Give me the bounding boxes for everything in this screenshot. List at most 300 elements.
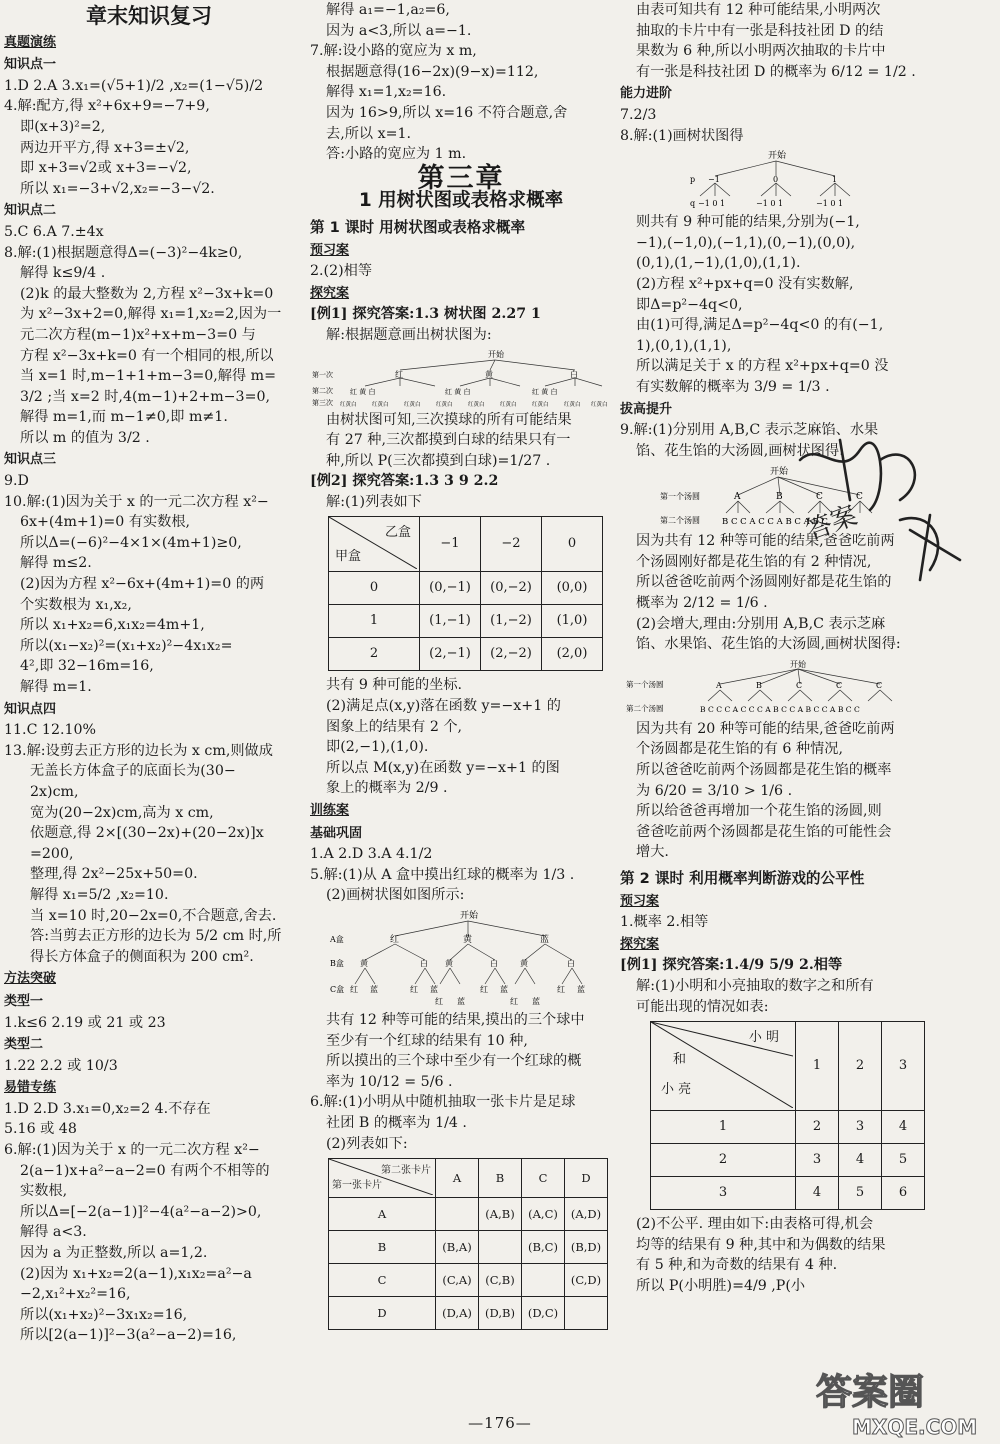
tree-row-label: 第一次 bbox=[312, 370, 333, 379]
tree-leaf: 蓝 bbox=[430, 985, 438, 994]
tree-leaf: 红黄白 bbox=[564, 401, 581, 408]
table-cell bbox=[522, 1264, 565, 1297]
column-middle bbox=[310, 0, 612, 1334]
answer-line: 共有 12 种等可能的结果,摸出的三个球中 bbox=[326, 1012, 585, 1028]
tree-node: A bbox=[734, 492, 741, 503]
answer-line: 所以摸出的三个球中至少有一个红球的概 bbox=[326, 1053, 582, 1070]
answer-line: 解得 a₁=−1,a₂=6, bbox=[326, 2, 450, 18]
answer-line: 5.16 或 48 bbox=[4, 1121, 77, 1138]
review-title: 章末知识复习 bbox=[86, 4, 212, 28]
tree-node: B bbox=[756, 680, 762, 690]
tree-row-label: 第一个汤圆 bbox=[626, 679, 664, 689]
table-cell: (A,C) bbox=[522, 1198, 565, 1231]
table-corner-left: 甲盒 bbox=[335, 548, 362, 564]
tree-leaf: 红黄白 bbox=[436, 401, 453, 408]
answer-line: 当 x=1 时,m−1+1+m−3=0,解得 m= bbox=[20, 368, 277, 385]
table-cell: 3 bbox=[839, 1111, 882, 1144]
tree-node: 黄 bbox=[445, 959, 453, 968]
tree-node: 红 黄 白 bbox=[532, 387, 558, 396]
tree-leaf: 红 bbox=[410, 985, 418, 994]
answer-line: 解:根据题意画出树状图为: bbox=[326, 326, 492, 343]
answer-line: 有 27 种,三次都摸到白球的结果只有一 bbox=[326, 432, 571, 449]
heading-errors: 易错专练 bbox=[4, 1080, 57, 1096]
answer-line: 所以爸爸吃前两个汤圆都是花生馅的概率 bbox=[636, 762, 892, 779]
tree-node: B bbox=[776, 492, 783, 503]
tree-root-label: 开始 bbox=[768, 151, 787, 162]
tree-node: C bbox=[836, 680, 843, 690]
table-cell: (A,B) bbox=[479, 1198, 522, 1231]
table-row bbox=[329, 1297, 608, 1330]
answer-line: 当 x=10 时,20−2x=0,不合题意,舍去. bbox=[30, 907, 277, 924]
answer-line: 所以(x₁+x₂)²−3x₁x₂=16, bbox=[20, 1306, 188, 1323]
heading-explore: 探究案 bbox=[620, 936, 660, 952]
table-row bbox=[329, 1198, 608, 1231]
tree-node: 黄 bbox=[485, 369, 493, 379]
tree-node: 白 bbox=[490, 959, 498, 968]
tree-row-label: 第二个汤圆 bbox=[626, 703, 664, 713]
column-left bbox=[4, 0, 294, 1346]
tree-leaf: 蓝 bbox=[577, 985, 585, 994]
table-cell: (2,−1) bbox=[420, 638, 481, 671]
answer-line: (2)不公平. 理由如下:由表格可得,机会 bbox=[636, 1216, 874, 1233]
table-cell: 1 bbox=[329, 605, 420, 638]
tree-leaf: 蓝 bbox=[500, 985, 508, 994]
answer-line: 解得 x₁=1,x₂=16. bbox=[326, 84, 447, 101]
tree-root-label: 开始 bbox=[770, 467, 789, 478]
table-cell: (2,−2) bbox=[481, 638, 542, 671]
table-cell: (C,B) bbox=[479, 1264, 522, 1297]
answer-line: 两边开平方,得 x+3=±√2, bbox=[20, 139, 190, 156]
tree-node: 红 黄 白 bbox=[445, 387, 471, 396]
answer-line: 因为 16>9,所以 x=16 不符合题意,舍 bbox=[326, 104, 568, 121]
answer-line: 因为共有 12 种等可能的结果,爸爸吃前两 bbox=[636, 533, 895, 550]
table-corner-top: 第二张卡片 bbox=[381, 1165, 431, 1177]
example-line: [例2] 探究答案:1.3 3 9 2.2 bbox=[310, 473, 499, 490]
answer-line: 为 6/20 = 3/10 > 1/6 . bbox=[636, 782, 793, 799]
tree-node: 红 黄 白 bbox=[350, 387, 376, 396]
answer-line: 解:(1)小明和小亮抽取的数字之和所有 bbox=[636, 977, 874, 994]
answer-line: 1.D 2.D 3.x₁=0,x₂=2 4.不存在 bbox=[4, 1100, 211, 1117]
table-cell: 5 bbox=[839, 1177, 882, 1210]
table-header-cell: 0 bbox=[542, 517, 603, 572]
tree-row-label: B盒 bbox=[330, 959, 344, 968]
answer-line: 6.解:(1)小明从中随机抽取一张卡片是足球 bbox=[310, 1094, 576, 1111]
tree-node: C bbox=[876, 680, 883, 690]
table-row bbox=[329, 572, 603, 605]
table-header-cell: 3 bbox=[882, 1022, 925, 1111]
answer-line: 所以(x₁−x₂)²=(x₁+x₂)²−4x₁x₂= bbox=[20, 637, 233, 654]
answer-line: =200, bbox=[30, 845, 74, 862]
answer-line: 11.C 12.10% bbox=[4, 722, 97, 739]
answer-line: 答:当剪去正方形的边长为 5/2 cm 时,所 bbox=[30, 928, 282, 945]
tree-leaf: 红黄白 bbox=[404, 401, 421, 408]
answer-line: 个汤圆刚好都是花生馅的有 2 种情况, bbox=[636, 553, 872, 570]
answer-line: 5.解:(1)从 A 盒中摸出红球的概率为 1/3 . bbox=[310, 866, 575, 883]
tree-node: 黄 bbox=[520, 959, 528, 968]
tree-node: 黄 bbox=[360, 959, 368, 968]
table-row bbox=[651, 1177, 925, 1210]
table-header-cell: −2 bbox=[481, 517, 542, 572]
tree-leaf: 蓝 bbox=[532, 997, 540, 1006]
tree-row-label: 第二次 bbox=[312, 386, 333, 395]
tree-row-label: p bbox=[690, 175, 696, 185]
answer-line: 实数根, bbox=[20, 1183, 68, 1200]
table-cell: (C,D) bbox=[565, 1264, 608, 1297]
answer-line: 解:(1)列表如下 bbox=[326, 493, 422, 510]
table-cell bbox=[436, 1198, 479, 1231]
answer-line: 1.概率 2.相等 bbox=[620, 914, 709, 931]
table-cell: (D,C) bbox=[522, 1297, 565, 1330]
answer-line: 依题意,得 2×[(30−2x)+(20−2x)]x bbox=[30, 825, 264, 842]
column-right bbox=[620, 0, 996, 1297]
tree-node: 红 bbox=[390, 935, 400, 945]
heading-practice: 真题演练 bbox=[4, 34, 57, 50]
answer-line: 8.解:(1)根据题意得Δ=(−3)²−4k≥0, bbox=[4, 244, 243, 261]
tree-row-label: 第二个汤圆 bbox=[660, 516, 700, 526]
answer-line: 社团 B 的概率为 1/4 . bbox=[326, 1114, 467, 1131]
answer-line: 爸爸吃前两个汤圆都是花生馅的可能性会 bbox=[636, 823, 892, 840]
answer-line: 所以满足关于 x 的方程 x²+px+q=0 没 bbox=[636, 358, 889, 375]
tree-leaf: B C C C A C C C A B C C A B C C A B C C bbox=[700, 704, 860, 714]
table-header-cell: C bbox=[522, 1159, 565, 1198]
tree-leaf: 红黄白 bbox=[500, 401, 517, 408]
answer-line: 3/2 ;当 x=2 时,4(m−1)+2+m−3=0, bbox=[20, 388, 270, 405]
table-cell: B bbox=[329, 1231, 436, 1264]
table-cell: (0,−2) bbox=[481, 572, 542, 605]
table-cell: (A,D) bbox=[565, 1198, 608, 1231]
answer-line: 图象上的结果有 2 个, bbox=[326, 718, 463, 735]
heading-training: 训练案 bbox=[310, 803, 350, 819]
tree-node: C bbox=[856, 492, 863, 503]
answer-line: 元二次方程(m−1)x²+x+m−3=0 与 bbox=[20, 326, 256, 343]
table-header-cell: B bbox=[479, 1159, 522, 1198]
table-cell: 6 bbox=[882, 1177, 925, 1210]
answer-line: 7.解:设小路的宽应为 x m, bbox=[310, 43, 477, 60]
tree-diagram-balls bbox=[310, 348, 610, 408]
answer-line: 馅、水果馅、花生馅的大汤圆,画树状图得: bbox=[636, 636, 901, 653]
table-corner-left: 第一张卡片 bbox=[332, 1179, 382, 1191]
heading-k4: 知识点四 bbox=[4, 701, 57, 717]
tree-leaf: 红黄白 bbox=[468, 401, 485, 408]
answer-line: 所以[2(a−1)]²−3(a²−a−2)=16, bbox=[20, 1327, 237, 1344]
table-corner bbox=[329, 1159, 436, 1198]
tree-root-label: 开始 bbox=[460, 911, 479, 921]
table-cell: (0,0) bbox=[542, 572, 603, 605]
table-cell: 2 bbox=[796, 1111, 839, 1144]
answer-line: 宽为(20−2x)cm,高为 x cm, bbox=[30, 804, 214, 821]
table-row bbox=[329, 638, 603, 671]
tree-diagram-boxes bbox=[310, 908, 610, 1008]
lesson-title-2: 第 2 课时 利用概率判断游戏的公平性 bbox=[620, 870, 865, 887]
table-cell: 2 bbox=[651, 1144, 796, 1177]
table-cell: (C,A) bbox=[436, 1264, 479, 1297]
answer-line: 即(x+3)²=2, bbox=[20, 118, 106, 135]
heading-type1: 类型一 bbox=[4, 993, 44, 1009]
table-cell bbox=[479, 1231, 522, 1264]
table-cell: 3 bbox=[651, 1177, 796, 1210]
tree-leaf: −1 0 1 bbox=[698, 199, 726, 209]
answer-line: 7.2/3 bbox=[620, 106, 657, 123]
answer-line: 所以 P(小明胜)=4/9 ,P(小 bbox=[636, 1277, 806, 1294]
tree-leaf: 红黄白 bbox=[532, 401, 549, 408]
tree-leaf: 红 bbox=[350, 985, 358, 994]
answer-line: 4²,即 32−16m=16, bbox=[20, 658, 154, 675]
answer-line: 所以给爸爸再增加一个花生馅的汤圆,则 bbox=[636, 803, 882, 820]
answer-line: 个实数根为 x₁,x₂, bbox=[20, 596, 132, 613]
answer-line: 象上的概率为 2/9 . bbox=[326, 780, 448, 797]
answer-line: 6x+(4m+1)=0 有实数根, bbox=[20, 514, 191, 531]
table-cards bbox=[328, 1158, 608, 1330]
answer-line: 8.解:(1)画树状图得 bbox=[620, 127, 744, 144]
tree-row-label: 第三次 bbox=[312, 398, 333, 407]
answer-line: 因为共有 20 种等可能的结果,爸爸吃前两 bbox=[636, 720, 895, 737]
answer-line: (2)列表如下: bbox=[326, 1135, 408, 1152]
tree-node: 白 bbox=[567, 959, 575, 968]
table-cell: (1,−2) bbox=[481, 605, 542, 638]
table-corner bbox=[651, 1022, 796, 1111]
answer-line: 为 x²−3x+2=0,解得 x₁=1,x₂=2,因为一 bbox=[20, 306, 282, 323]
table-cell bbox=[565, 1297, 608, 1330]
answer-line: 解得 m=1,而 m−1≠0,即 m≠1. bbox=[20, 409, 228, 426]
tree-node: C bbox=[796, 680, 803, 690]
answer-line: (2)画树状图如图所示: bbox=[326, 887, 465, 904]
answer-line: 所以 x₁=−3+√2,x₂=−3−√2. bbox=[20, 180, 215, 197]
table-cell: (1,0) bbox=[542, 605, 603, 638]
answer-line: 1.k≤6 2.19 或 21 或 23 bbox=[4, 1014, 166, 1031]
tree-leaf: 红 bbox=[435, 997, 443, 1006]
table-row bbox=[651, 1144, 925, 1177]
answer-line: 所以点 M(x,y)在函数 y=−x+1 的图 bbox=[326, 759, 560, 776]
answer-line: 得长方体盒子的侧面积为 200 cm². bbox=[30, 948, 254, 965]
answer-line: 均等的结果有 9 种,其中和为偶数的结果 bbox=[636, 1236, 886, 1253]
table-cell: (D,A) bbox=[436, 1297, 479, 1330]
table-row bbox=[329, 1264, 608, 1297]
answer-line: 去,所以 x=1. bbox=[326, 125, 412, 142]
tree-row-label: 第一个汤圆 bbox=[660, 492, 700, 502]
answer-line: 馅、花生馅的大汤圆,画树状图得: bbox=[636, 442, 844, 459]
answer-line: 至少有一个红球的结果有 10 种, bbox=[326, 1032, 528, 1049]
watermark-cn: 答案圈 bbox=[816, 1372, 925, 1413]
table-header-cell: D bbox=[565, 1159, 608, 1198]
answer-line: (2)k 的最大整数为 2,方程 x²−3x+k=0 bbox=[20, 285, 274, 302]
answer-line: 有实数解的概率为 3/9 = 1/3 . bbox=[636, 378, 830, 395]
answer-line: (2)方程 x²+px+q=0 没有实数解, bbox=[636, 275, 854, 292]
answer-line: 种,所以 P(三次都摸到白球)=1/27 . bbox=[326, 452, 551, 469]
table-corner-left: 小 亮 bbox=[661, 1081, 692, 1097]
answer-line: (2)满足点(x,y)落在函数 y=−x+1 的 bbox=[326, 698, 561, 715]
answer-line: 所以 m 的值为 3/2 . bbox=[20, 429, 150, 446]
heading-k3: 知识点三 bbox=[4, 452, 57, 468]
answer-line: 整理,得 2x²−25x+50=0. bbox=[30, 866, 198, 883]
answer-line: 所以爸爸吃前两个汤圆刚好都是花生馅的 bbox=[636, 574, 892, 591]
answer-line: 2.(2)相等 bbox=[310, 263, 373, 280]
tree-leaf: 红黄白 bbox=[372, 401, 389, 408]
tree-node: 黄 bbox=[463, 935, 473, 945]
answer-line: 9.D bbox=[4, 473, 29, 490]
answer-line: 解得 k≤9/4 . bbox=[20, 265, 106, 282]
answer-line: 答:小路的宽应为 1 m. bbox=[326, 146, 467, 163]
table-cell: (1,−1) bbox=[420, 605, 481, 638]
answer-line: 解得 m≤2. bbox=[20, 555, 92, 572]
tree-node: 白 bbox=[570, 369, 578, 379]
handwriting-text: 答案 bbox=[802, 500, 862, 547]
tree-leaf: 红 bbox=[480, 985, 488, 994]
table-cell: A bbox=[329, 1198, 436, 1231]
answer-line: 1.A 2.D 3.A 4.1/2 bbox=[310, 846, 433, 863]
tree-node: −1 bbox=[708, 175, 720, 185]
table-header-cell: −1 bbox=[420, 517, 481, 572]
table-row bbox=[651, 1111, 925, 1144]
heading-k1: 知识点一 bbox=[4, 57, 57, 73]
answer-line: 有一张是科技社团 D 的概率为 6/12 = 1/2 . bbox=[636, 63, 916, 80]
tree-node: 0 bbox=[773, 175, 779, 185]
answer-line: 共有 9 种可能的坐标. bbox=[326, 677, 463, 694]
answer-line: 无盖长方体盒子的底面长为(30− bbox=[30, 763, 236, 780]
table-row bbox=[329, 605, 603, 638]
table-cell: 2 bbox=[329, 638, 420, 671]
table-cell: 0 bbox=[329, 572, 420, 605]
tree-node: A bbox=[716, 680, 722, 690]
table-sums bbox=[650, 1021, 925, 1210]
tree-leaf: −1 0 1 bbox=[816, 199, 844, 209]
tree-leaf: 红 bbox=[510, 997, 518, 1006]
answer-line: −2,x₁²+x₂²=16, bbox=[20, 1286, 131, 1303]
chapter-title: 第三章 bbox=[417, 162, 505, 194]
answer-line: 概率为 2/12 = 1/6 . bbox=[636, 595, 768, 612]
answer-line: 方程 x²−3x+k=0 有一个相同的根,所以 bbox=[20, 347, 274, 364]
answer-line: 2(a−1)x+a²−a−2=0 有两个不相等的 bbox=[20, 1162, 270, 1179]
answer-line: 解得 a<3. bbox=[20, 1224, 87, 1241]
tree-node: C bbox=[816, 492, 823, 503]
tree-leaf: 蓝 bbox=[457, 997, 465, 1006]
heading-basic: 基础巩固 bbox=[310, 825, 363, 841]
handwriting-scribble bbox=[780, 420, 980, 590]
answer-line: 5.C 6.A 7.±4x bbox=[4, 223, 104, 240]
table-cell: D bbox=[329, 1297, 436, 1330]
tree-leaf: 蓝 bbox=[370, 985, 378, 994]
table-corner-top: 乙盒 bbox=[384, 525, 411, 541]
tree-node: 蓝 bbox=[540, 935, 550, 945]
answer-line: 果数为 6 种,所以小明两次抽取的卡片中 bbox=[636, 43, 886, 60]
tree-row-label: C盒 bbox=[330, 985, 345, 994]
table-cell: 3 bbox=[796, 1144, 839, 1177]
page-number: —176— bbox=[468, 1414, 532, 1432]
table-cell: (D,B) bbox=[479, 1297, 522, 1330]
tree-leaf: 红黄白 bbox=[591, 401, 608, 408]
answer-line: 因为 a<3,所以 a=−1. bbox=[326, 22, 472, 39]
table-cell: (B,C) bbox=[522, 1231, 565, 1264]
answer-line: 所以Δ=[−2(a−1)]²−4(a²−a−2)>0, bbox=[20, 1203, 262, 1220]
heading-type2: 类型二 bbox=[4, 1037, 44, 1053]
answer-line: 解得 x₁=5/2 ,x₂=10. bbox=[30, 886, 169, 903]
answer-line: 由表可知共有 12 种可能结果,小明两次 bbox=[636, 2, 881, 18]
answer-line: 所以 x₁+x₂=6,x₁x₂=4m+1, bbox=[20, 617, 205, 634]
answer-line: 解得 m=1. bbox=[20, 679, 92, 695]
watermark-en: MXQE.COM bbox=[852, 1415, 978, 1439]
section-title: 1 用树状图或表格求概率 bbox=[358, 190, 564, 212]
tree-diagram-dumplings-2 bbox=[620, 657, 980, 717]
answer-line: 个汤圆都是花生馅的有 6 种情况, bbox=[636, 741, 843, 758]
table-cell: 1 bbox=[651, 1111, 796, 1144]
table-cell: C bbox=[329, 1264, 436, 1297]
answer-line: 即(2,−1),(1,0). bbox=[326, 739, 429, 756]
answer-line: (2)因为 x₁+x₂=2(a−1),x₁x₂=a²−a bbox=[20, 1265, 252, 1282]
table-cell: (B,A) bbox=[436, 1231, 479, 1264]
example-line: [例1] 探究答案:1.3 树状图 2.27 1 bbox=[310, 306, 541, 323]
answer-line: 6.解:(1)因为关于 x 的一元二次方程 x²− bbox=[4, 1142, 260, 1159]
tree-root-label: 开始 bbox=[790, 659, 806, 669]
answer-line: 所以Δ=(−6)²−4×1×(4m+1)≥0, bbox=[20, 534, 242, 551]
tree-diagram-pq bbox=[620, 148, 920, 210]
answer-line: 9.解:(1)分别用 A,B,C 表示芝麻馅、水果 bbox=[620, 422, 879, 439]
tree-node: 红 bbox=[395, 369, 403, 379]
answer-line: 可能出现的情况如表: bbox=[636, 998, 769, 1015]
tree-leaf: B C C A C C A B C A B C bbox=[722, 517, 828, 528]
answer-line: 1.D 2.A 3.x₁=(√5+1)/2 ,x₂=(1−√5)/2 bbox=[4, 77, 264, 94]
table-cell: 4 bbox=[796, 1177, 839, 1210]
table-cell: 4 bbox=[882, 1111, 925, 1144]
table-corner bbox=[329, 517, 420, 572]
answer-line: −1),(−1,0),(−1,1),(0,−1),(0,0), bbox=[636, 234, 856, 251]
table-cell: (2,0) bbox=[542, 638, 603, 671]
answer-line: 即Δ=p²−4q<0, bbox=[636, 296, 743, 313]
heading-explore: 探究案 bbox=[310, 285, 350, 301]
heading-preview: 预习案 bbox=[620, 893, 660, 909]
answer-line: 10.解:(1)因为关于 x 的一元二次方程 x²− bbox=[4, 493, 269, 510]
heading-preview: 预习案 bbox=[310, 242, 350, 258]
heading-extend: 拔高提升 bbox=[620, 401, 673, 417]
answer-line: 增大. bbox=[636, 844, 669, 861]
lesson-title: 第 1 课时 用树状图或表格求概率 bbox=[310, 218, 526, 236]
tree-node: 白 bbox=[420, 959, 428, 968]
tree-root-label: 开始 bbox=[488, 349, 504, 359]
table-cell: (0,−1) bbox=[420, 572, 481, 605]
answer-line: 4.解:配方,得 x²+6x+9=−7+9, bbox=[4, 98, 210, 115]
answer-line: 抽取的卡片中有一张是科技社团 D 的结 bbox=[636, 22, 884, 39]
watermark-logo bbox=[812, 1360, 992, 1440]
table-cell: 5 bbox=[882, 1144, 925, 1177]
heading-advance: 能力进阶 bbox=[620, 86, 673, 102]
answer-line: 有 5 种,和为奇数的结果有 4 种. bbox=[636, 1257, 838, 1274]
table-header-cell: A bbox=[436, 1159, 479, 1198]
answer-line: 13.解:设剪去正方形的边长为 x cm,则做成 bbox=[4, 742, 273, 759]
answer-line: (2)因为方程 x²−6x+(4m+1)=0 的两 bbox=[20, 576, 265, 593]
table-corner-mid: 和 bbox=[673, 1052, 687, 1068]
table-cell: 4 bbox=[839, 1144, 882, 1177]
table-corner-top: 小 明 bbox=[748, 1030, 779, 1046]
table-header-cell: 2 bbox=[839, 1022, 882, 1111]
answer-line: 2x)cm, bbox=[30, 783, 79, 800]
tree-leaf: 红黄白 bbox=[340, 401, 357, 408]
table-boxes bbox=[328, 516, 603, 671]
tree-row-label: A盒 bbox=[330, 935, 344, 944]
tree-row-label: q bbox=[690, 199, 696, 209]
table-cell: (B,D) bbox=[565, 1231, 608, 1264]
answer-line: 即 x+3=√2或 x+3=−√2, bbox=[20, 160, 192, 177]
tree-leaf: −1 0 1 bbox=[756, 199, 784, 209]
answer-line: 1),(0,1),(1,1), bbox=[636, 337, 732, 354]
answer-line: 则共有 9 种可能的结果,分别为(−1, bbox=[636, 214, 860, 231]
answer-line: 率为 10/12 = 5/6 . bbox=[326, 1073, 453, 1090]
tree-leaf: 红 bbox=[557, 985, 565, 994]
tree-node: 1 bbox=[832, 175, 838, 185]
table-header-cell: 1 bbox=[796, 1022, 839, 1111]
answer-line: 由树状图可知,三次摸球的所有可能结果 bbox=[326, 411, 572, 428]
answer-line: 由(1)可得,满足Δ=p²−4q<0 的有(−1, bbox=[636, 317, 884, 334]
heading-k2: 知识点二 bbox=[4, 203, 57, 219]
answer-line: 1.22 2.2 或 10/3 bbox=[4, 1057, 118, 1074]
example-line: [例1] 探究答案:1.4/9 5/9 2.相等 bbox=[620, 957, 843, 974]
